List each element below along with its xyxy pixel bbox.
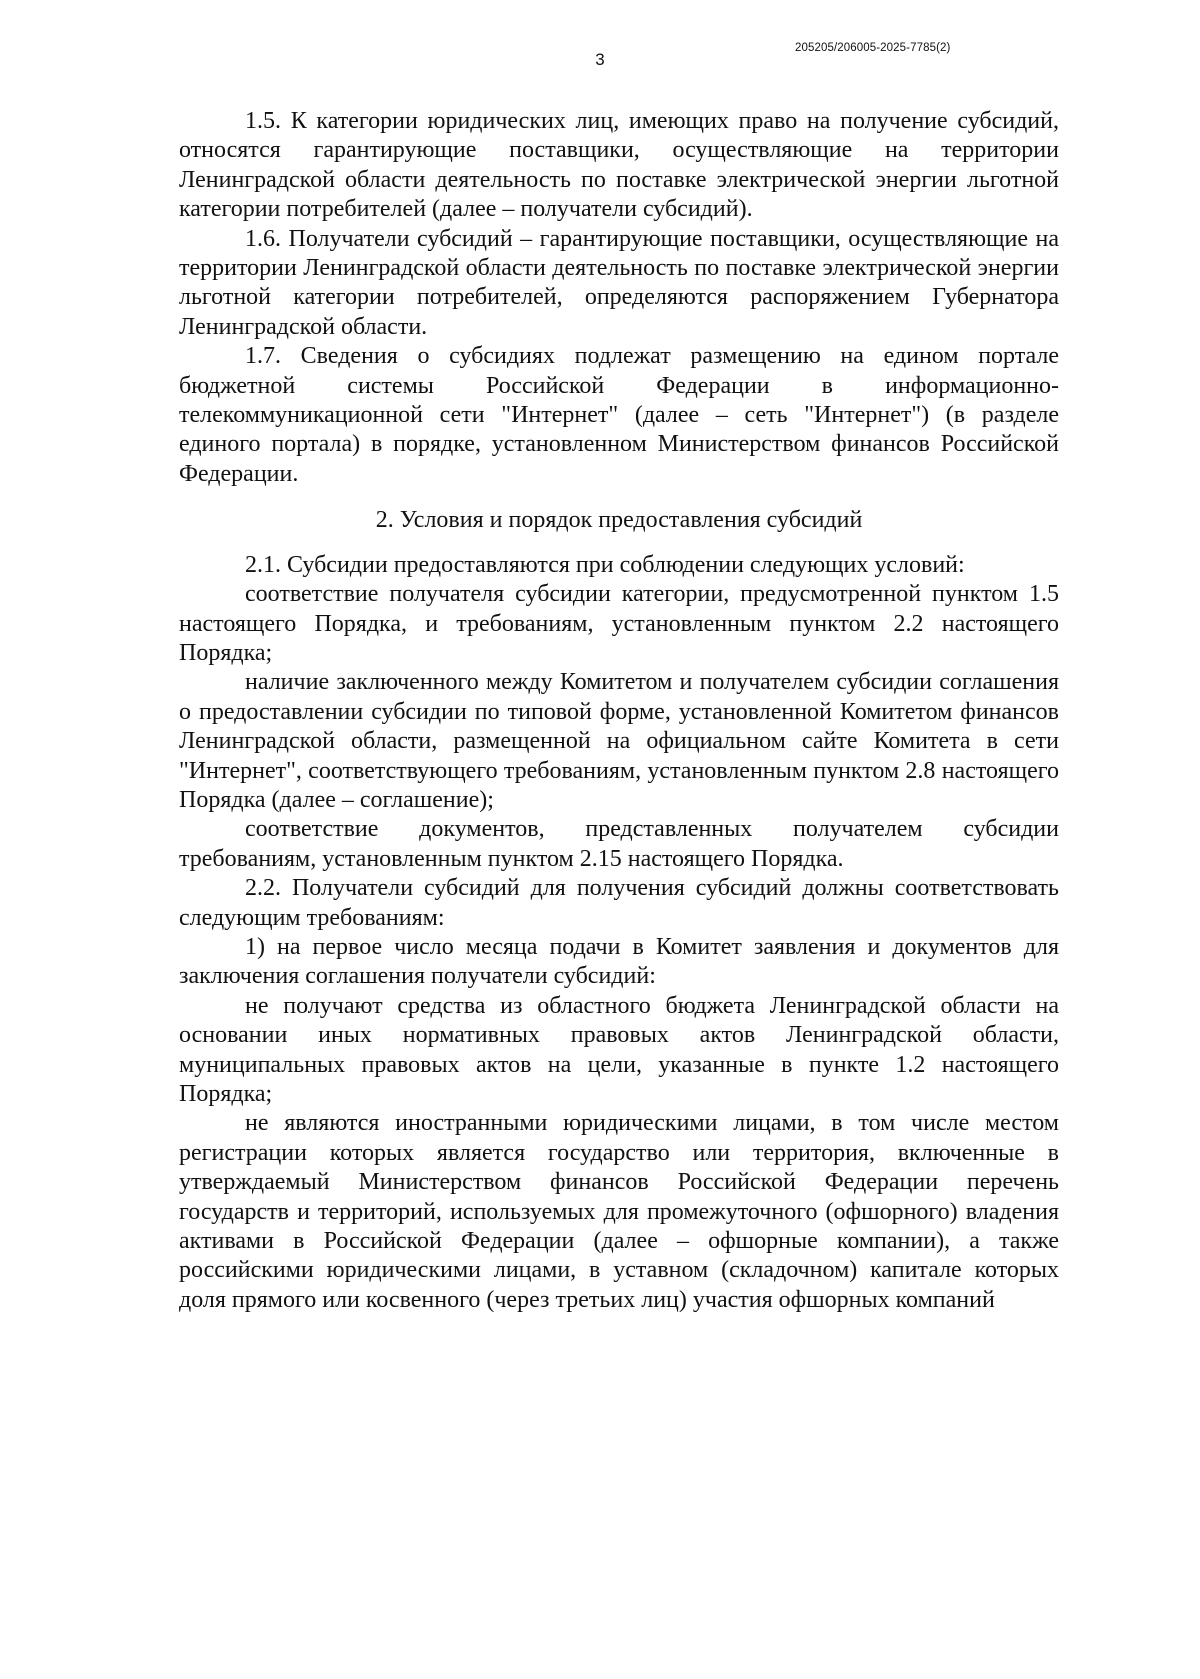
requirement-1: 1) на первое число месяца подачи в Комитет заявления и документов для заключения соглашения получатели субсидий:	[179, 933, 1059, 990]
document-id: 205205/206005-2025-7785(2)	[795, 42, 951, 54]
page-number: 3	[595, 50, 605, 69]
paragraph-2-1: 2.1. Субсидии предоставляются при соблюдении следующих условий:	[245, 551, 965, 578]
document-body	[179, 107, 1059, 1315]
paragraph-1-6: 1.6. Получатели субсидий – гарантирующие поставщики, осуществляющие на территории Ленинградской области деятельность по поставке электрической энергии льготной категории потребителей, определяются распоряжением Губернатора Ленинградской области.	[179, 225, 1059, 340]
requirement-no-other-funds: не получают средства из областного бюджета Ленинградской области на основании иных нормативных правовых актов Ленинградской области, муниципальных правовых актов на цели, указанные в пункте 1.2 настоящего Порядка;	[179, 992, 1059, 1107]
condition-agreement: наличие заключенного между Комитетом и получателем субсидии соглашения о предоставлении субсидии по типовой форме, установленной Комитетом финансов Ленинградской области, размещенной на официальном сайте Комитета в сети "Интернет", соответствующего требованиям, установленным пунктом 2.8 настоящего Порядка (далее – соглашение);	[179, 669, 1059, 813]
paragraph-1-5: 1.5. К категории юридических лиц, имеющих право на получение субсидий, относятся гарантирующие поставщики, осуществляющие на территории Ленинградской области деятельность по поставке электрической энергии льготной категории потребителей (далее – получатели субсидий).	[179, 108, 1059, 223]
section-heading: 2. Условия и порядок предоставления субсидий	[375, 507, 863, 534]
condition-documents: соответствие документов, представленных получателем субсидии требованиям, установленным пунктом 2.15 настоящего Порядка.	[179, 816, 1059, 872]
paragraph-1-7: 1.7. Сведения о субсидиях подлежат размещению на едином портале бюджетной системы Российской Федерации в информационно-телекоммуникационной сети "Интернет" (далее – сеть "Интернет") (в разделе единого портала) в порядке, установленном Министерством финансов Российской Федерации.	[179, 343, 1059, 487]
paragraph-2-2: 2.2. Получатели субсидий для получения субсидий должны соответствовать следующим требованиям:	[179, 875, 1059, 931]
requirement-not-offshore: не являются иностранными юридическими лицами, в том числе местом регистрации которых является государство или территория, включенные в утверждаемый Министерством финансов Российской Федерации перечень государств и территорий, используемых для промежуточного (офшорного) владения активами в Российской Федерации (далее – офшорные компании), а также российскими юридическими лицами, в уставном (складочном) капитале которых доля прямого или косвенного (через третьих лиц) участия офшорных компаний	[179, 1110, 1059, 1313]
condition-category: соответствие получателя субсидии категории, предусмотренной пунктом 1.5 настоящего Порядка, и требованиям, установленным пунктом 2.2 настоящего Порядка;	[179, 581, 1059, 666]
